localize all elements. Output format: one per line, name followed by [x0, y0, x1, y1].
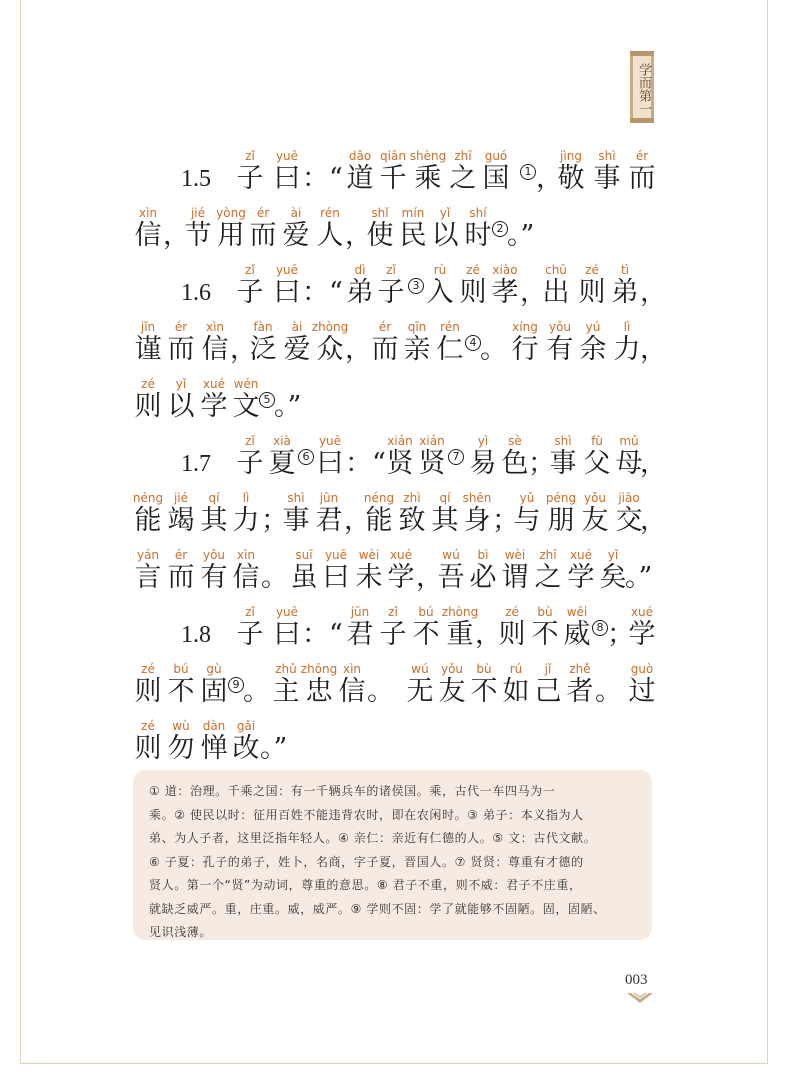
hanzi-char: 节 — [184, 220, 212, 251]
pinyin-label: jiāo — [618, 491, 640, 505]
hanzi-char: 固 — [200, 676, 228, 707]
pinyin-label: qiān — [380, 149, 406, 163]
hanzi-char: 未 — [355, 562, 383, 593]
text-line — [0, 433, 790, 479]
hanzi-char: 而 — [167, 334, 195, 365]
hanzi-char: 学 — [567, 562, 595, 593]
hanzi-char: 不 — [531, 619, 559, 650]
page-number: 003 — [625, 972, 648, 988]
pinyin-label: rù — [433, 263, 447, 277]
hanzi-char: 改 — [232, 733, 260, 764]
annotation-line: ⑥ 子夏：孔子的弟子，姓卜，名商，字子夏，晋国人。⑦ 贤贤：尊重有才德的 — [149, 854, 584, 869]
pinyin-label: xiào — [492, 263, 518, 277]
punctuation: ：“ — [302, 619, 343, 650]
hanzi-char: 曰 — [273, 163, 301, 194]
hanzi-char: 国 — [482, 163, 510, 194]
pinyin-label: ér — [174, 548, 188, 562]
pinyin-label: xué — [630, 605, 654, 619]
hanzi-char: 君 — [315, 505, 343, 536]
pinyin-label: ài — [290, 206, 302, 220]
pinyin-label: zé — [585, 263, 599, 277]
hanzi-char: 众 — [316, 334, 344, 365]
hanzi-char: 母 — [615, 448, 643, 479]
pinyin-label: shēn — [462, 491, 492, 505]
hanzi-char: 信 — [201, 334, 229, 365]
footnote-marker: 5 — [259, 392, 275, 408]
pinyin-label: gù — [206, 662, 222, 676]
hanzi-char: 而 — [249, 220, 277, 251]
hanzi-char: 威 — [563, 619, 591, 650]
hanzi-char: 之 — [449, 163, 477, 194]
hanzi-char: 敬 — [557, 163, 585, 194]
pinyin-label: zhōng — [300, 662, 338, 676]
hanzi-char: 必 — [469, 562, 497, 593]
hanzi-char: 泛 — [249, 334, 277, 365]
pinyin-label: shì — [287, 491, 305, 505]
punctuation: ； — [492, 505, 519, 536]
hanzi-char: 爱 — [283, 334, 311, 365]
pinyin-label: lì — [242, 491, 250, 505]
pinyin-label: shí — [469, 206, 487, 220]
hanzi-char: 曰 — [316, 448, 344, 479]
hanzi-char: 乘 — [414, 163, 442, 194]
hanzi-char: 子 — [379, 619, 407, 650]
pinyin-label: shì — [598, 149, 616, 163]
hanzi-char: 惮 — [200, 733, 228, 764]
hanzi-char: 吾 — [437, 562, 465, 593]
punctuation: ； — [261, 505, 288, 536]
pinyin-label: xìn — [205, 320, 225, 334]
pinyin-label: xià — [273, 434, 291, 448]
pinyin-label: yuē — [275, 263, 299, 277]
hanzi-char: 文 — [232, 391, 260, 422]
hanzi-char: 君 — [346, 619, 374, 650]
pinyin-label: xué — [202, 377, 226, 391]
section-number: 1.6 — [181, 280, 211, 306]
hanzi-char: 出 — [542, 277, 570, 308]
pinyin-label: xìn — [236, 548, 256, 562]
section-number: 1.8 — [181, 622, 211, 648]
hanzi-char: 以 — [431, 220, 459, 251]
hanzi-char: 子 — [236, 163, 264, 194]
hanzi-char: 勿 — [167, 733, 195, 764]
pinyin-label: néng — [132, 491, 164, 505]
hanzi-char: 则 — [134, 676, 162, 707]
text-line — [0, 661, 790, 707]
pinyin-label: jǐ — [544, 662, 552, 676]
hanzi-char: 曰 — [322, 562, 350, 593]
pinyin-label: jié — [190, 206, 206, 220]
pinyin-label: gǎi — [236, 719, 256, 733]
hanzi-char: 亲 — [403, 334, 431, 365]
punctuation: 。 — [595, 676, 622, 707]
punctuation: ：“ — [302, 163, 343, 194]
pinyin-label: jié — [173, 491, 189, 505]
punctuation: ； — [607, 619, 634, 650]
punctuation: ， — [640, 505, 667, 536]
footnote-marker: 1 — [520, 164, 536, 180]
hanzi-char: 子 — [236, 448, 264, 479]
pinyin-label: yǐ — [439, 206, 451, 220]
pinyin-label: rú — [509, 662, 523, 676]
hanzi-char: 虽 — [290, 562, 318, 593]
pinyin-label: zé — [141, 662, 155, 676]
footnote-marker: 8 — [592, 620, 608, 636]
pinyin-label: wèi — [504, 548, 526, 562]
pinyin-label: guó — [484, 149, 508, 163]
annotation-line: 弟、为人子者，这里泛指年轻人。④ 亲仁：亲近有仁德的人。⑤ 文：古代文献。 — [149, 831, 597, 845]
pinyin-label: yuē — [324, 548, 348, 562]
punctuation: ， — [230, 334, 257, 365]
hanzi-char: 子 — [236, 277, 264, 308]
hanzi-char: 交 — [615, 505, 643, 536]
punctuation: 。 — [480, 334, 507, 365]
punctuation: ， — [416, 562, 443, 593]
hanzi-char: 忠 — [305, 676, 333, 707]
chapter-tab-bottom-cap — [630, 118, 654, 123]
hanzi-char: 无 — [406, 676, 434, 707]
pinyin-label: bì — [477, 548, 489, 562]
hanzi-char: 夏 — [268, 448, 296, 479]
pinyin-label: qí — [439, 491, 451, 505]
annotation-line: 贤人。第一个“贤”为动词，尊重的意思。⑧ 君子不重，则不威：君子不庄重， — [149, 878, 582, 892]
hanzi-char: 不 — [412, 619, 440, 650]
pinyin-label: zǐ — [245, 263, 255, 277]
pinyin-label: wēi — [566, 605, 588, 619]
pinyin-label: xián — [387, 434, 413, 448]
hanzi-char: 主 — [272, 676, 300, 707]
hanzi-char: 信 — [134, 220, 162, 251]
text-line — [0, 376, 790, 422]
pinyin-label: rén — [440, 320, 460, 334]
hanzi-char: 时 — [464, 220, 492, 251]
pinyin-label: yán — [136, 548, 160, 562]
pinyin-label: xìn — [138, 206, 158, 220]
pinyin-label: yuē — [318, 434, 342, 448]
pinyin-label: zhī — [539, 548, 557, 562]
hanzi-char: 有 — [546, 334, 574, 365]
punctuation: 。 — [261, 562, 288, 593]
pinyin-label: dàn — [202, 719, 226, 733]
hanzi-char: 曰 — [273, 619, 301, 650]
hanzi-char: 朋 — [547, 505, 575, 536]
pinyin-label: ài — [291, 320, 303, 334]
pinyin-label: dì — [354, 263, 366, 277]
pinyin-label: xué — [569, 548, 593, 562]
section-number: 1.7 — [181, 451, 211, 477]
pinyin-label: jìng — [560, 149, 582, 163]
hanzi-char: 有 — [200, 562, 228, 593]
hanzi-char: 矣 — [599, 562, 627, 593]
footnote-marker: 6 — [298, 449, 314, 465]
pinyin-label: fù — [591, 434, 603, 448]
pinyin-label: xué — [389, 548, 413, 562]
chapter-tab-label: 学而第一 — [636, 63, 651, 115]
footnote-marker: 4 — [465, 335, 481, 351]
punctuation: ， — [345, 334, 372, 365]
hanzi-char: 谓 — [501, 562, 529, 593]
pinyin-label: sè — [508, 434, 522, 448]
section-number: 1.5 — [181, 166, 211, 192]
pinyin-label: zǐ — [245, 149, 255, 163]
pinyin-label: wú — [411, 662, 429, 676]
pinyin-label: shèng — [409, 149, 447, 163]
pinyin-label: bú — [418, 605, 434, 619]
hanzi-char: 事 — [282, 505, 310, 536]
hanzi-char: 不 — [470, 676, 498, 707]
hanzi-char: 信 — [232, 562, 260, 593]
pinyin-label: yǒu — [202, 548, 226, 562]
hanzi-char: 弟 — [346, 277, 374, 308]
hanzi-char: 贤 — [418, 448, 446, 479]
hanzi-char: 友 — [581, 505, 609, 536]
pinyin-label: wén — [233, 377, 259, 391]
hanzi-char: 千 — [379, 163, 407, 194]
hanzi-char: 孝 — [491, 277, 519, 308]
chapter-tab-top-cap — [630, 51, 654, 56]
punctuation: ， — [640, 334, 667, 365]
pinyin-label: zǐ — [245, 605, 255, 619]
pinyin-label: zhě — [569, 662, 591, 676]
pinyin-label: yǒu — [440, 662, 464, 676]
hanzi-char: 能 — [365, 505, 393, 536]
footnote-marker: 2 — [492, 221, 508, 237]
pinyin-label: wú — [442, 548, 460, 562]
hanzi-char: 信 — [338, 676, 366, 707]
pinyin-label: zhòng — [441, 605, 479, 619]
annotation-box — [133, 770, 652, 940]
pinyin-label: ér — [256, 206, 270, 220]
pinyin-label: shǐ — [371, 206, 389, 220]
punctuation: 。 — [367, 676, 394, 707]
hanzi-char: 父 — [583, 448, 611, 479]
hanzi-char: 如 — [502, 676, 530, 707]
hanzi-char: 以 — [167, 391, 195, 422]
hanzi-char: 过 — [628, 676, 656, 707]
text-line — [0, 547, 790, 593]
hanzi-char: 行 — [511, 334, 539, 365]
pinyin-label: lì — [623, 320, 631, 334]
punctuation: 。” — [625, 562, 653, 593]
pinyin-label: zé — [466, 263, 480, 277]
annotation-line: ① 道：治理。千乘之国：有一千辆兵车的诸侯国。乘，古代一车四马为一 — [149, 784, 556, 798]
footnote-marker: 3 — [408, 278, 424, 294]
hanzi-char: 能 — [134, 505, 162, 536]
hanzi-char: 之 — [534, 562, 562, 593]
hanzi-char: 学 — [628, 619, 656, 650]
hanzi-char: 道 — [346, 163, 374, 194]
punctuation: ， — [640, 448, 667, 479]
hanzi-char: 子 — [236, 619, 264, 650]
hanzi-char: 入 — [426, 277, 454, 308]
hanzi-char: 力 — [613, 334, 641, 365]
pinyin-label: jūn — [350, 605, 370, 619]
pinyin-label: mín — [401, 206, 425, 220]
hanzi-char: 而 — [628, 163, 656, 194]
hanzi-char: 贤 — [386, 448, 414, 479]
pinyin-label: fàn — [253, 320, 273, 334]
hanzi-char: 则 — [498, 619, 526, 650]
hanzi-char: 谨 — [134, 334, 162, 365]
text-line — [0, 718, 790, 764]
punctuation: ：“ — [345, 448, 386, 479]
punctuation: ， — [536, 163, 563, 194]
pinyin-label: yì — [477, 434, 489, 448]
hanzi-char: 人 — [316, 220, 344, 251]
pinyin-label: shì — [554, 434, 572, 448]
text-line — [0, 205, 790, 251]
text-line — [0, 490, 790, 536]
pinyin-label: zǐ — [388, 605, 398, 619]
pinyin-label: yǐ — [607, 548, 619, 562]
footnote-marker: 7 — [448, 449, 464, 465]
text-line — [0, 319, 790, 365]
hanzi-char: 色 — [501, 448, 529, 479]
pinyin-label: zǐ — [245, 434, 255, 448]
pinyin-label: zhǔ — [275, 662, 297, 676]
pinyin-label: yú — [585, 320, 601, 334]
pinyin-label: péng — [545, 491, 577, 505]
pinyin-label: bù — [476, 662, 492, 676]
hanzi-char: 事 — [593, 163, 621, 194]
hanzi-char: 使 — [366, 220, 394, 251]
pinyin-label: ér — [635, 149, 649, 163]
hanzi-char: 仁 — [436, 334, 464, 365]
hanzi-char: 则 — [459, 277, 487, 308]
hanzi-char: 而 — [371, 334, 399, 365]
pinyin-label: jǐn — [140, 320, 156, 334]
punctuation: ， — [520, 277, 547, 308]
pinyin-label: néng — [363, 491, 395, 505]
hanzi-char: 则 — [578, 277, 606, 308]
pinyin-label: xián — [419, 434, 445, 448]
hanzi-char: 易 — [469, 448, 497, 479]
hanzi-char: 事 — [549, 448, 577, 479]
pinyin-label: suī — [295, 548, 313, 562]
pinyin-label: xìn — [342, 662, 362, 676]
pinyin-label: yòng — [216, 206, 246, 220]
pinyin-label: wèi — [358, 548, 380, 562]
hanzi-char: 余 — [579, 334, 607, 365]
footnote-marker: 9 — [228, 677, 244, 693]
hanzi-char: 曰 — [273, 277, 301, 308]
text-line — [0, 262, 790, 308]
hanzi-char: 不 — [167, 676, 195, 707]
punctuation: ， — [345, 220, 372, 251]
punctuation: ； — [528, 448, 555, 479]
punctuation: 。” — [274, 391, 302, 422]
hanzi-char: 其 — [200, 505, 228, 536]
hanzi-char: 与 — [513, 505, 541, 536]
page-ornament-icon — [625, 990, 655, 1006]
pinyin-label: zǐ — [386, 263, 396, 277]
pinyin-label: zé — [141, 377, 155, 391]
pinyin-label: dǎo — [348, 149, 372, 163]
annotation-line: 就缺乏威严。重，庄重。威，威严。⑨ 学则不固：学了就能够不固陋。固，固陋、 — [149, 901, 606, 916]
hanzi-char: 学 — [200, 391, 228, 422]
hanzi-char: 民 — [399, 220, 427, 251]
punctuation: 。” — [260, 733, 288, 764]
pinyin-label: zhī — [454, 149, 472, 163]
hanzi-char: 言 — [134, 562, 162, 593]
pinyin-label: zhì — [403, 491, 421, 505]
hanzi-char: 则 — [134, 391, 162, 422]
pinyin-label: xíng — [512, 320, 538, 334]
text-line — [0, 604, 790, 650]
punctuation: 。 — [243, 676, 270, 707]
text-line — [0, 148, 790, 194]
annotation-line: 见识浅薄。 — [149, 925, 213, 939]
punctuation: 。” — [507, 220, 535, 251]
pinyin-label: bù — [537, 605, 553, 619]
pinyin-label: jūn — [319, 491, 339, 505]
pinyin-label: mǔ — [619, 434, 639, 448]
pinyin-label: ér — [174, 320, 188, 334]
pinyin-label: wù — [172, 719, 190, 733]
hanzi-char: 而 — [167, 562, 195, 593]
hanzi-char: 重 — [446, 619, 474, 650]
hanzi-char: 者 — [566, 676, 594, 707]
annotation-line: 乘。② 使民以时：征用百姓不能违背农时，即在农闲时。③ 弟子：本义指为人 — [149, 807, 584, 822]
pinyin-label: qí — [208, 491, 220, 505]
pinyin-label: qīn — [407, 320, 427, 334]
hanzi-char: 学 — [387, 562, 415, 593]
pinyin-label: ér — [378, 320, 392, 334]
pinyin-label: rén — [320, 206, 340, 220]
hanzi-char: 其 — [431, 505, 459, 536]
pinyin-label: yǒu — [548, 320, 572, 334]
pinyin-label: zhòng — [311, 320, 349, 334]
punctuation: ， — [163, 220, 190, 251]
hanzi-char: 则 — [134, 733, 162, 764]
pinyin-label: tì — [620, 263, 630, 277]
pinyin-label: zé — [505, 605, 519, 619]
chapter-tab — [630, 55, 654, 119]
pinyin-label: bú — [173, 662, 189, 676]
hanzi-char: 友 — [438, 676, 466, 707]
pinyin-label: zé — [141, 719, 155, 733]
pinyin-label: chū — [545, 263, 567, 277]
punctuation: ， — [344, 505, 371, 536]
pinyin-label: yǔ — [519, 491, 535, 505]
punctuation: ：“ — [302, 277, 343, 308]
punctuation: ， — [640, 277, 667, 308]
hanzi-char: 子 — [377, 277, 405, 308]
hanzi-char: 力 — [232, 505, 260, 536]
hanzi-char: 身 — [463, 505, 491, 536]
pinyin-label: yǒu — [583, 491, 607, 505]
pinyin-label: yǐ — [175, 377, 187, 391]
hanzi-char: 致 — [398, 505, 426, 536]
hanzi-char: 用 — [217, 220, 245, 251]
hanzi-char: 己 — [534, 676, 562, 707]
punctuation: ， — [475, 619, 502, 650]
pinyin-label: yuē — [275, 605, 299, 619]
hanzi-char: 爱 — [282, 220, 310, 251]
pinyin-label: guò — [630, 662, 654, 676]
hanzi-char: 弟 — [611, 277, 639, 308]
pinyin-label: yuē — [275, 149, 299, 163]
hanzi-char: 竭 — [167, 505, 195, 536]
